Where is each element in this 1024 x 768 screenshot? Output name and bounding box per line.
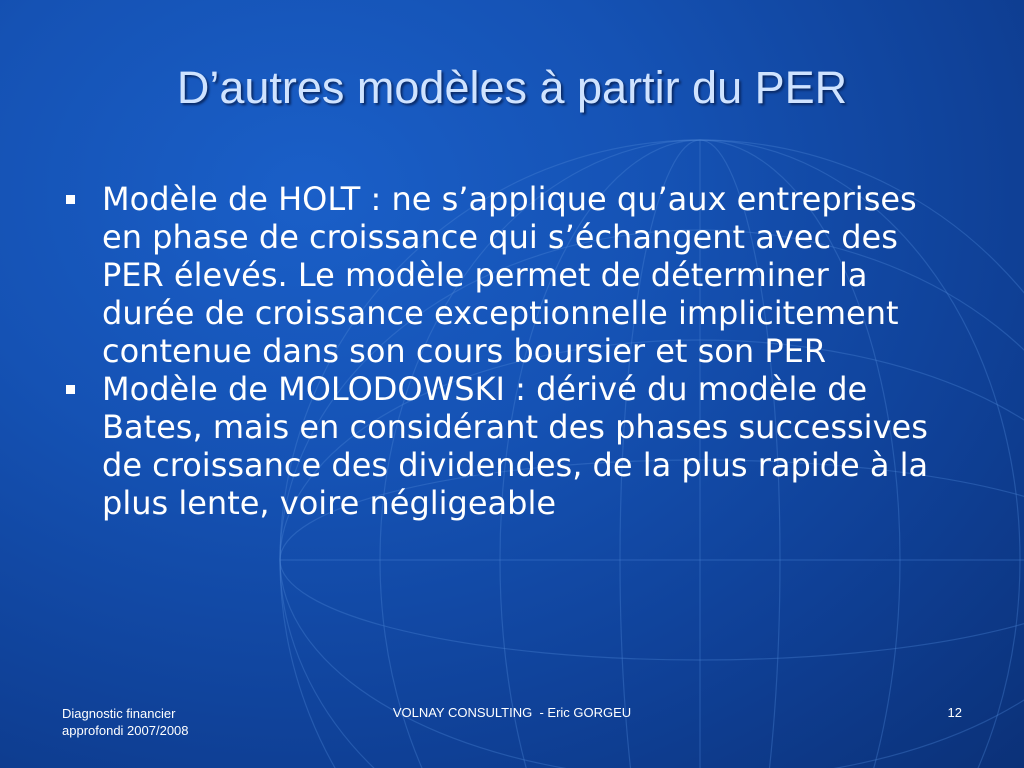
footer-left [62, 705, 262, 739]
footer-left-line1: Diagnostic financier [62, 706, 176, 721]
bullet-item-holt [60, 180, 960, 370]
page-number: 12 [947, 705, 962, 720]
footer-left-line2: approfondi 2007/2008 [62, 723, 189, 738]
bullet-text: Modèle de HOLT : ne s’applique qu’aux entreprises en phase de croissance qui s’échangent avec des PER élevés. Le modèle permet de déterminer la durée de croissance exceptionnelle implicitement contenue dans son cours boursier et son PER [102, 180, 917, 370]
slide-title: D’autres modèles à partir du PER [176, 62, 848, 113]
bullet-item-molodowski [60, 370, 960, 522]
bullet-list [60, 180, 960, 522]
footer-center: VOLNAY CONSULTING - Eric GORGEU [392, 705, 632, 720]
square-bullet-icon [66, 385, 75, 394]
bullet-text: Modèle de MOLODOWSKI : dérivé du modèle de Bates, mais en considérant des phases successives de croissance des dividendes, de la plus rapide à la plus lente, voire négligeable [102, 370, 929, 522]
square-bullet-icon [66, 195, 75, 204]
